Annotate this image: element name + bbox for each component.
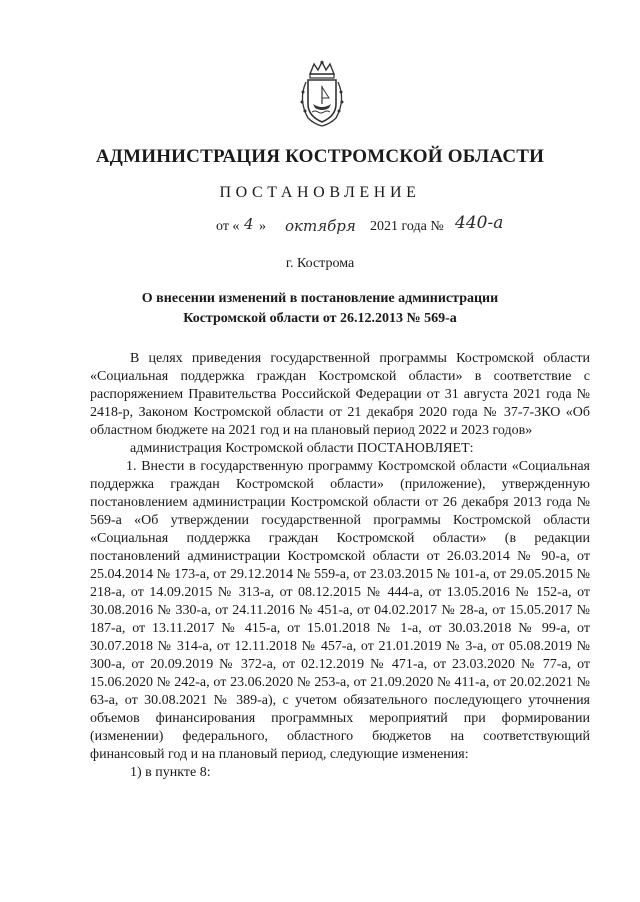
handwritten-number: 440-а (455, 213, 504, 233)
handwritten-month: октября (285, 217, 356, 235)
city-name: г. Кострома (285, 256, 355, 271)
document-subject (0, 289, 640, 329)
sub-item-paragraph: 1) в пункте 8: (130, 765, 211, 780)
preamble-paragraph: В целях приведения государственной программы Костромской области «Социальная поддержка граждан Костромской области» в соответствие с распоряжением Правительства Российской Федерации от 31 августа 2021 года № 2418-р, Законом Костромской области от 21 декабря 2020 года № 37-7-ЗКО «Об областном бюджете на 2021 год и на плановый период 2022 и 2023 годов» (90, 351, 590, 438)
subject-line-2: Костромской области от 26.12.2013 № 569-а (183, 311, 457, 326)
date-prefix: от « (216, 219, 240, 234)
subject-line-1: О внесении изменений в постановление администрации (141, 291, 499, 306)
organization-title: АДМИНИСТРАЦИЯ КОСТРОМСКОЙ ОБЛАСТИ (95, 146, 545, 167)
clause-1-paragraph: 1. Внести в государственную программу Костромской области «Социальная поддержка граждан Костромской области» (приложение), утвержденную постановлением администрации Костромской области от 26 декабря 2013 года № 569-а «Об утверждении государственной программы Костромской области «Социальная поддержка граждан Костромской области» (в редакции постановлений администрации Костромской области от 26.03.2014 № 90-а, от 25.04.2014 № 173-а, от 29.12.2014 № 559-а, от 23.03.2015 № 101-а, от 29.05.2015 № 218-а, от 14.09.2015 № 313-а, от 08.12.2015 № 444-а, от 13.05.2016 № 152-а, от 30.08.2016 № 330-а, от 24.11.2016 № 451-а, от 04.02.2017 № 28-а, от 15.05.2017 № 187-а, от 13.11.2017 № 415-а, от 15.01.2018 № 1-а, от 30.03.2018 № 99-а, от 30.07.2018 № 314-а, от 12.11.2018 № 457-а, от 21.01.2019 № 3-а, от 05.08.2019 № 300-а, от 20.09.2019 № 372-а, от 02.12.2019 № 471-а, от 23.03.2020 № 77-а, от 15.06.2020 № 242-а, от 23.06.2020 № 253-а, от 21.09.2020 № 411-а, от 20.02.2021 № 63-а, от 30.08.2021 № 389-а), с учетом обязательного последующего уточнения объемов финансирования программных мероприятий при формировании (изменении) федерального, областного бюджетов на соответствующий финансовый год и на плановый период, следующие изменения: (90, 459, 590, 762)
document-body (90, 350, 590, 782)
date-quote-close: » (259, 219, 266, 234)
resolves-paragraph: администрация Костромской области ПОСТАНОВЛЯЕТ: (130, 441, 474, 456)
document-type: ПОСТАНОВЛЕНИЕ (219, 184, 421, 201)
handwritten-day: 4 (244, 215, 254, 233)
year-text: 2021 года № (370, 219, 444, 234)
kostroma-coat-of-arms-icon (296, 60, 348, 128)
date-number-line (0, 215, 640, 241)
